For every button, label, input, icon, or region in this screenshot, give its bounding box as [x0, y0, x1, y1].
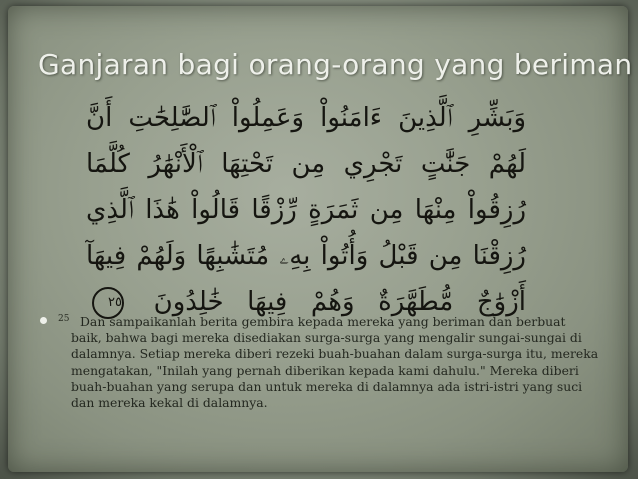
ayah-number-marker: ٢٥	[92, 287, 124, 319]
bullet-icon	[40, 317, 47, 324]
arabic-verse-text: وَبَشِّرِ ٱلَّذِينَ ءَامَنُواْ وَعَمِلُواْ ٱلصَّٰلِحَٰتِ أَنَّ لَهُمْ جَنَّٰتٍ تَجْرِي مِن تَحْتِهَا ٱلْأَنْهَٰرُ كُلَّمَا رُزِقُواْ مِنْهَا مِن ثَمَرَةٍ رِّزْقًا قَالُواْ هَٰذَا ٱلَّذِي رُزِقْنَا مِن قَبْلُ وَأُتُواْ بِهِۦ مُتَشَٰبِهًا وَلَهُمْ فِيهَآ أَزْوَٰجٌ مُّطَهَّرَةٌ وَهُمْ فِيهَا خَٰلِدُونَ	[86, 103, 526, 317]
translation-bullet	[40, 314, 600, 411]
translation-text: Dan sampaikanlah berita gembira kepada mereka yang beriman dan berbuat baik, bahwa bagi mereka disediakan surga-surga yang mengalir sungai-sungai di dalamnya. Setiap mereka diberi rezeki buah-buahan dalam surga-surga itu, mereka mengatakan, "Inilah yang pernah diberikan kepada kami dahulu." Mereka diberi buah-buahan yang serupa dan untuk mereka di dalamnya ada istri-istri yang suci dan mereka kekal di dalamnya.	[71, 314, 599, 411]
verse-number: 25	[58, 314, 70, 324]
slide-title: Ganjaran bagi orang-orang yang beriman	[38, 48, 633, 81]
arabic-verse	[86, 95, 526, 325]
